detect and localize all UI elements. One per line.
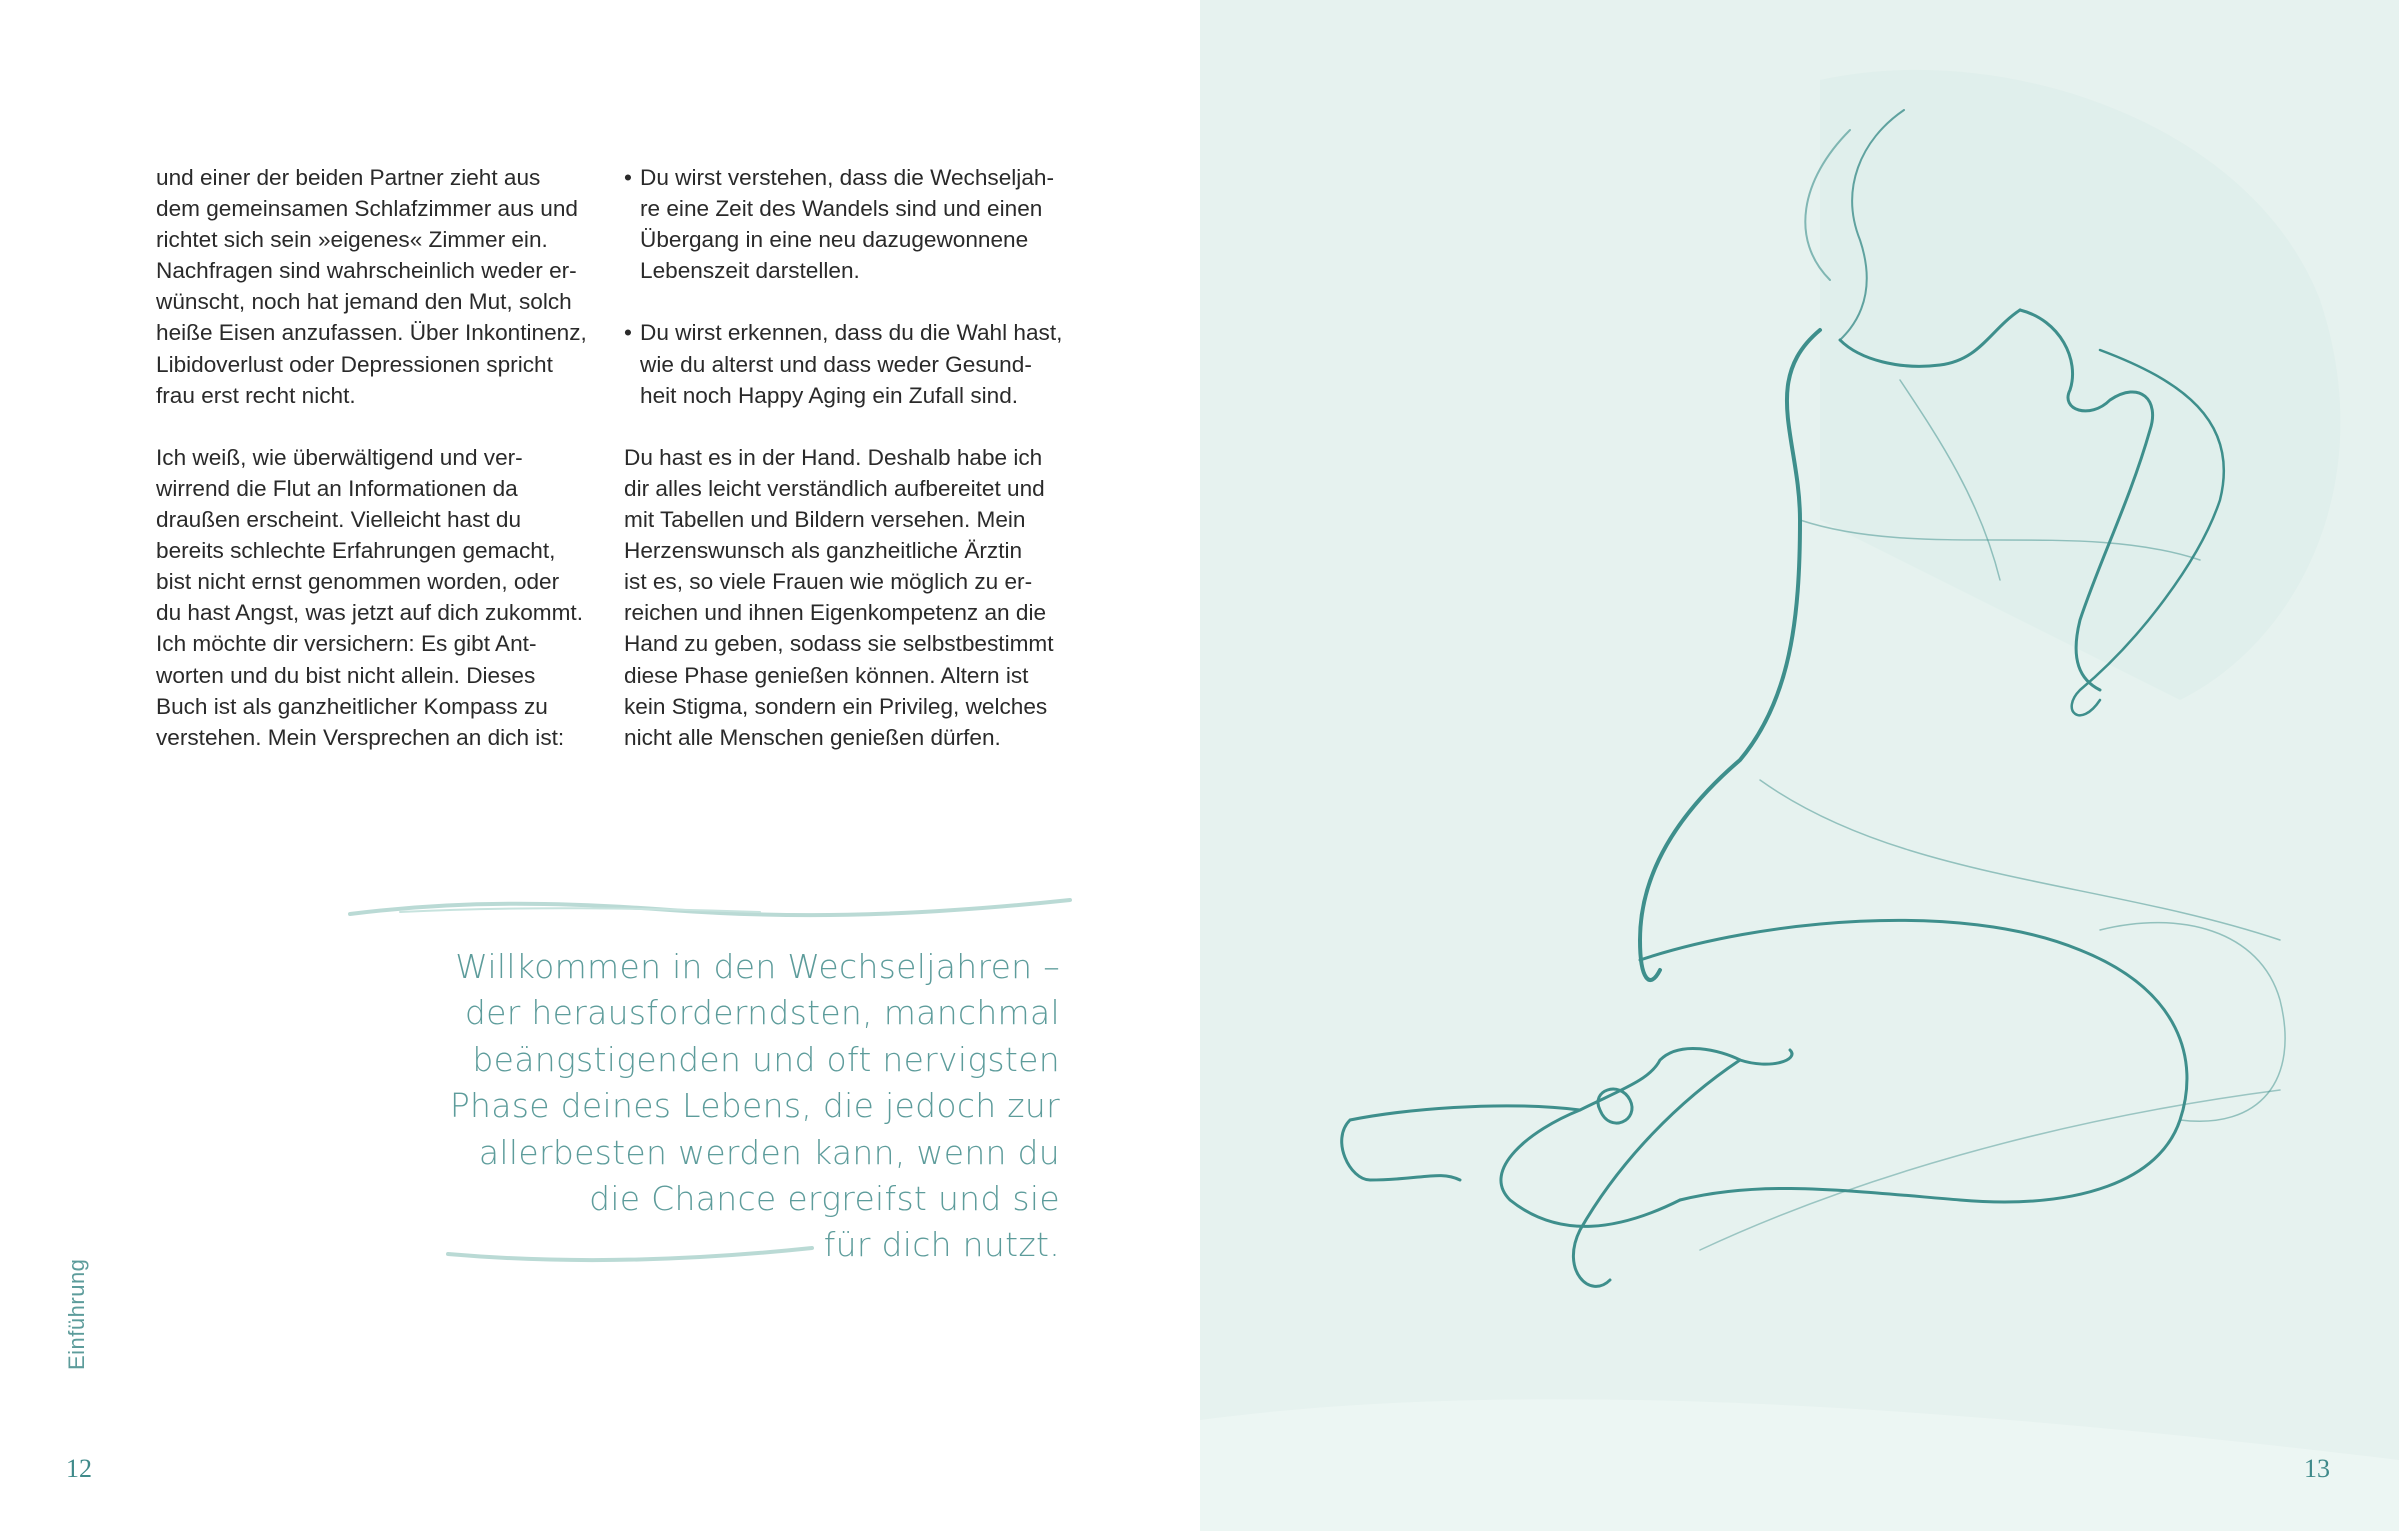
section-label: Einführung [64,1258,89,1370]
text-line: dir alles leicht verständlich aufbereitet und [624,475,1045,501]
text-column-right [624,162,1069,753]
quote-line: beängstigenden und oft nervigsten [472,1039,1060,1079]
page-number-left: 12 [66,1454,92,1483]
text-line: wünscht, noch hat jemand den Mut, solch [156,289,572,315]
text-line: Hand zu geben, sodass sie selbstbestimmt [624,631,1054,657]
text-line: worten und du bist nicht allein. Dieses [156,662,536,688]
text-line: Herzenswunsch als ganzheitliche Ärztin [624,538,1023,564]
text-line: wie du alterst und dass weder Gesund- [640,351,1032,377]
text-line: mit Tabellen und Bildern versehen. Mein [624,507,1026,533]
text-line: diese Phase genießen können. Altern ist [624,662,1029,688]
text-line: reichen und ihnen Eigenkompetenz an die [624,600,1047,626]
text-line: frau erst recht nicht. [156,382,356,408]
bullet-item [624,162,1069,286]
bullet-item [624,317,1069,410]
text-line: Libidoverlust oder Depressionen spricht [156,351,553,377]
text-line: Du hast es in der Hand. Deshalb habe ich [624,444,1043,470]
text-line: Du wirst verstehen, dass die Wechseljah- [640,165,1054,190]
text-line: ist es, so viele Frauen wie möglich zu er- [624,569,1033,595]
quote-line: der herausforderndsten, manchmal [464,993,1060,1033]
text-line: heit noch Happy Aging ein Zufall sind. [640,382,1019,408]
wave-divider-bottom [440,1240,820,1270]
paragraph-gap [624,411,1069,442]
text-line: bereits schlechte Erfahrungen gemacht, [156,538,556,564]
bullet-marker: • [624,165,632,190]
text-line: Übergang in eine neu dazugewonnene [640,227,1029,253]
quote-line: die Chance ergreifst und sie [589,1179,1060,1219]
text-line: re eine Zeit des Wandels sind und einen [640,196,1043,222]
bullet-marker: • [624,320,632,346]
text-column-left [156,162,596,753]
paragraph-gap [156,411,596,442]
text-line: heiße Eisen anzufassen. Über Inkontinenz, [156,320,587,346]
text-line: Ich weiß, wie überwältigend und ver- [156,444,523,470]
text-line: wirrend die Flut an Informationen da [156,475,518,501]
right-page [1200,0,2399,1531]
text-line: Nachfragen sind wahrscheinlich weder er- [156,258,577,284]
quote-line: allerbesten werden kann, wenn du [478,1132,1060,1172]
wave-divider-top [340,892,1080,928]
text-line: Ich möchte dir versichern: Es gibt Ant- [156,631,537,657]
quote-line: Willkommen in den Wechseljahren – [455,947,1060,986]
text-line: kein Stigma, sondern ein Privileg, welches [624,693,1048,719]
quote-line: Phase deines Lebens, die jedoch zur [449,1086,1060,1126]
text-line: Du wirst erkennen, dass du die Wahl hast, [640,320,1063,346]
text-line: bist nicht ernst genommen worden, oder [156,569,560,595]
text-line: und einer der beiden Partner zieht aus [156,165,541,190]
text-line: Buch ist als ganzheitlicher Kompass zu [156,693,548,719]
text-line: du hast Angst, was jetzt auf dich zukommt. [156,600,583,626]
text-line: nicht alle Menschen genießen dürfen. [624,724,1001,750]
text-line: verstehen. Mein Versprechen an dich ist: [156,724,565,750]
text-line: draußen erscheint. Vielleicht hast du [156,507,522,533]
paragraph-gap [624,286,1069,317]
text-line: Lebenszeit darstellen. [640,258,860,284]
line-drawing-illustration [1200,0,2399,1531]
quote-line: für dich nutzt. [823,1225,1060,1265]
text-line: dem gemeinsamen Schlafzimmer aus und [156,196,578,222]
pull-quote [420,944,1060,1269]
page-number-right: 13 [2304,1454,2330,1483]
text-line: richtet sich sein »eigenes« Zimmer ein. [156,227,548,253]
